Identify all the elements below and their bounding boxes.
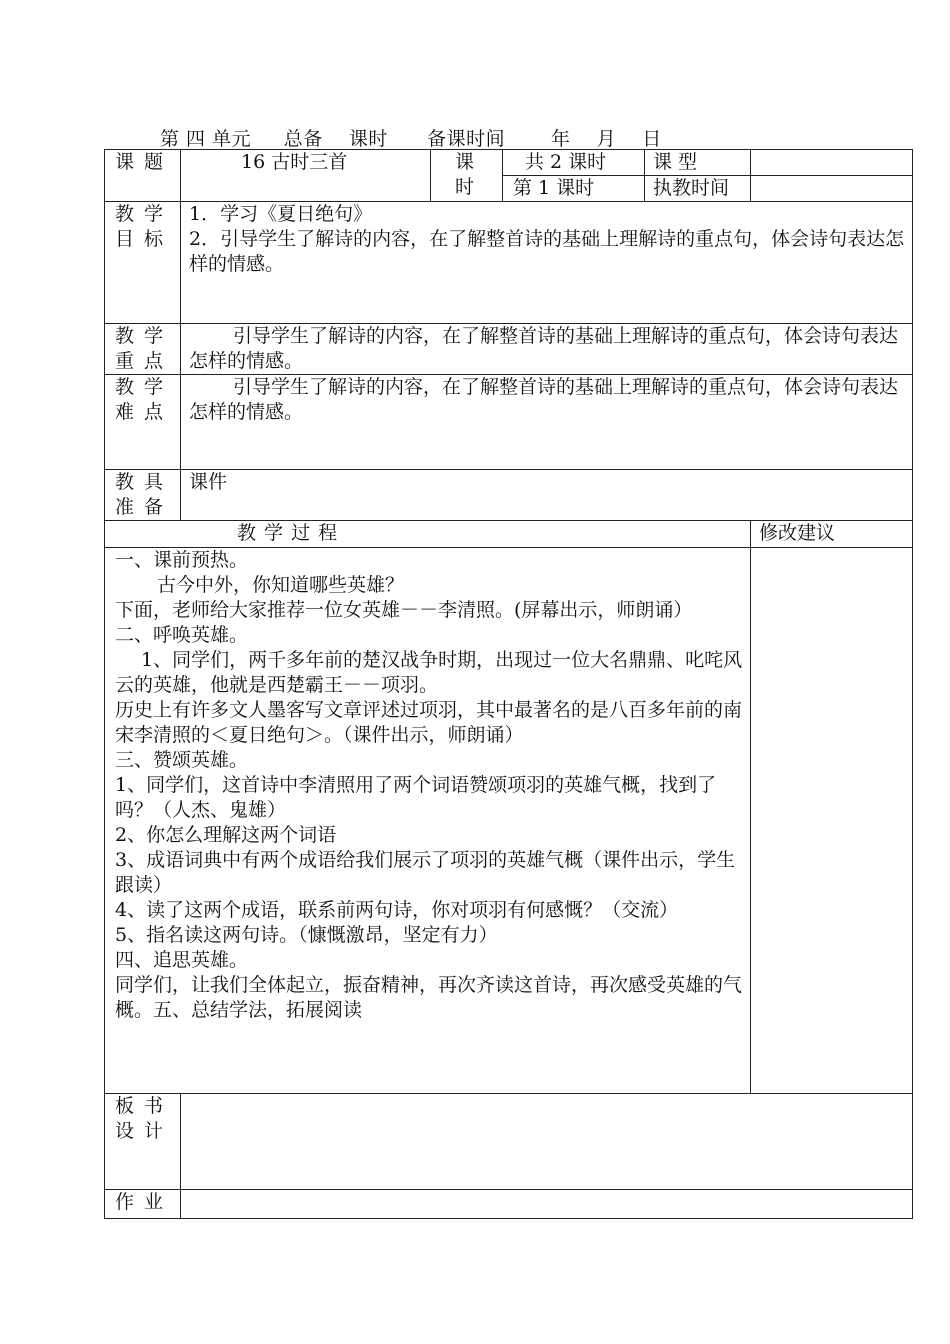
process-header: 教 学 过 程 [105,521,751,548]
current-period: 第 1 课时 [503,176,645,202]
suggestion-header: 修改建议 [751,521,913,548]
process-line: 下面，老师给大家推荐一位女英雄－－李清照。(屏幕出示，师朗诵） [115,599,693,621]
materials-label: 教 具 准 备 [105,470,181,521]
type-value [751,150,913,176]
lesson-plan-table [104,149,913,1219]
total-periods: 共 2 课时 [503,150,645,176]
date-value [751,176,913,202]
process-line: 一、课前预热。 [115,549,249,571]
process-line: 三、赞颂英雄。 [115,749,249,771]
process-line: 2、你怎么理解这两个词语 [115,824,337,846]
process-content [105,548,751,1094]
process-line: 四、追思英雄。 [115,949,249,971]
homework-content [181,1190,913,1219]
key-points-label: 教 学 重 点 [105,324,181,375]
topic-label: 课 题 [105,150,181,202]
objectives-label: 教 学 目 标 [105,202,181,324]
objective-item: 2．引导学生了解诗的内容，在了解整首诗的基础上理解诗的重点句，体会诗句表达怎样的情感。 [189,228,905,275]
homework-label: 作 业 [105,1190,181,1219]
difficulties-label: 教 学 难 点 [105,375,181,470]
process-line: 同学们，让我们全体起立，振奋精神，再次齐读这首诗，再次感受英雄的气概。五、总结学法，拓展阅读 [115,974,743,1021]
objectives-content [181,202,913,324]
key-points-text: 引导学生了解诗的内容，在了解整首诗的基础上理解诗的重点句，体会诗句表达怎样的情感。 [181,324,913,375]
process-line: 3、成语词典中有两个成语给我们展示了项羽的英雄气概（课件出示，学生跟读） [115,849,736,896]
process-line: 5、指名读这两句诗。（慷慨激昂，坚定有力） [115,924,498,946]
topic-value: 16 古时三首 [181,150,431,202]
difficulties-text: 引导学生了解诗的内容，在了解整首诗的基础上理解诗的重点句，体会诗句表达怎样的情感。 [181,375,913,470]
page-header: 第 四 单元 总备 课时 备课时间 年 月 日 [160,128,662,150]
process-line: 历史上有许多文人墨客写文章评述过项羽，其中最著名的是八百多年前的南宋李清照的＜夏日绝句＞。（课件出示，师朗诵） [115,699,743,746]
period-label: 课 时 [431,150,503,202]
type-label: 课 型 [645,150,751,176]
objective-item: 1．学习《夏日绝句》 [189,203,373,225]
process-line: 古今中外，你知道哪些英雄？ [157,574,405,596]
process-line: 1、同学们，两千多年前的楚汉战争时期，出现过一位大名鼎鼎、叱咤风云的英雄，他就是西楚霸王－－项羽。 [115,649,743,696]
board-design-content [181,1094,913,1190]
process-line: 1、同学们，这首诗中李清照用了两个词语赞颂项羽的英雄气概，找到了吗？（人杰、鬼雄） [115,774,717,821]
process-line: 4、读了这两个成语，联系前两句诗，你对项羽有何感慨？（交流） [115,899,679,921]
date-label: 执教时间 [645,176,751,202]
board-design-label: 板 书 设 计 [105,1094,181,1190]
materials-text: 课件 [181,470,913,521]
suggestion-content [751,548,913,1094]
process-line: 二、呼唤英雄。 [115,624,249,646]
